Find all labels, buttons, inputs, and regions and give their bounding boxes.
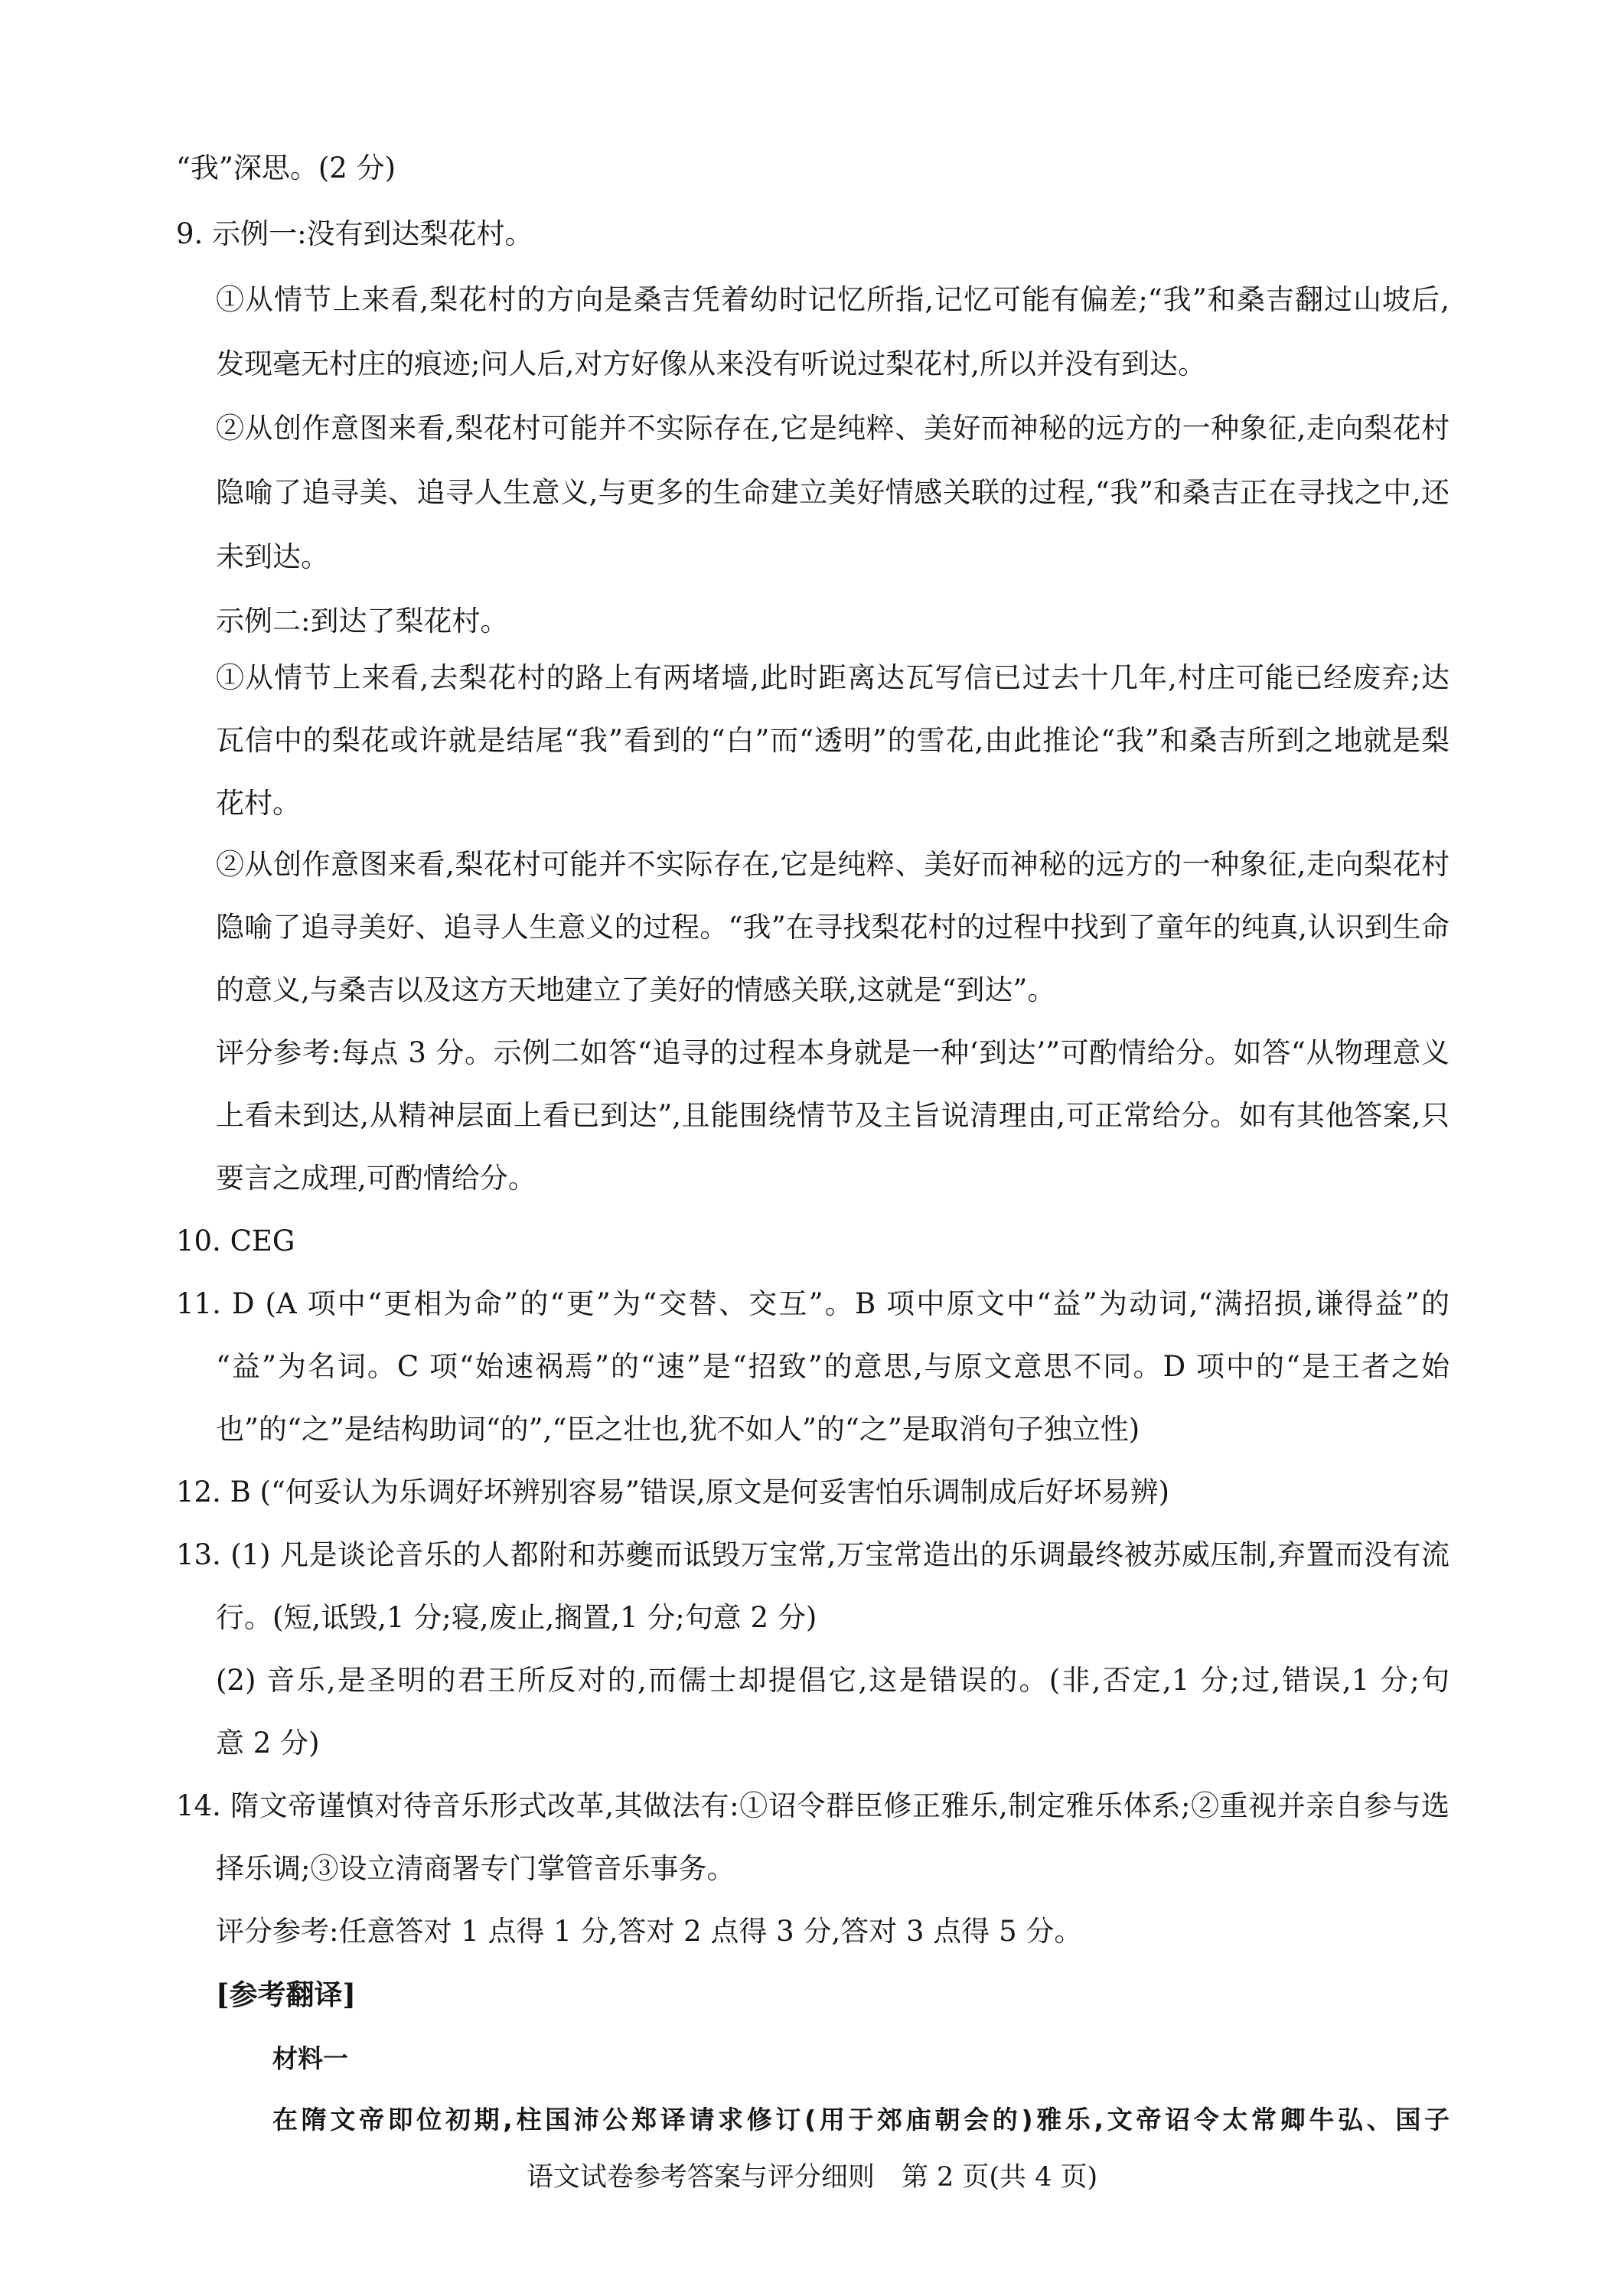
text-line: “益”为名词。C 项“始速祸焉”的“速”是“招致”的意思,与原文意思不同。D 项中的“是王者之始 [216,1350,1450,1383]
text-line: 发现毫无村庄的痕迹;问人后,对方好像从来没有听说过梨花村,所以并没有到达。 [216,347,1206,380]
text-line: 在隋文帝即位初期,柱国沛公郑译请求修订(用于郊庙朝会的)雅乐,文帝诏令太常卿牛弘、国子 [272,2105,1450,2135]
text-line: 9. 示例一:没有到达梨花村。 [176,217,533,250]
text-line: 要言之成理,可酌情给分。 [216,1162,536,1195]
page-footer: 语文试卷参考答案与评分细则 第 2 页(共 4 页) [526,2162,1098,2193]
text-line: 也”的“之”是结构助词“的”,“臣之壮也,犹不如人”的“之”是取消句子独立性) [216,1413,1140,1446]
text-line: 的意义,与桑吉以及这方天地建立了美好的情感关联,这就是“到达”。 [216,974,1056,1006]
text-line: 上看未到达,从精神层面上看已到达”,且能围绕情节及主旨说清理由,可正常给分。如有其他答案,只 [216,1099,1450,1132]
text-line: ①从情节上来看,去梨花村的路上有两堵墙,此时距离达瓦写信已过去十几年,村庄可能已经废弃;达 [216,661,1450,694]
text-line: 花村。 [216,787,301,820]
section-heading: [参考翻译] [216,1978,357,2011]
text-line: 评分参考:任意答对 1 点得 1 分,答对 2 点得 3 分,答对 3 点得 5 分。 [216,1915,1083,1948]
subsection-heading: 材料一 [272,2043,348,2073]
text-line: 择乐调;③设立清商署专门掌管音乐事务。 [216,1852,735,1885]
text-line: 13. (1) 凡是谈论音乐的人都附和苏夔而诋毁万宝常,万宝常造出的乐调最终被苏威压制,弃置而没有流 [176,1538,1450,1571]
text-line: (2) 音乐,是圣明的君王所反对的,而儒士却提倡它,这是错误的。(非,否定,1 分;过,错误,1 分;句 [216,1664,1450,1697]
text-line: 隐喻了追寻美、追寻人生意义,与更多的生命建立美好情感关联的过程,“我”和桑吉正在寻找之中,还 [216,476,1450,509]
text-line: 示例二:到达了梨花村。 [216,605,509,638]
text-line: 12. B (“何妥认为乐调好坏辨别容易”错误,原文是何妥害怕乐调制成后好坏易辨) [176,1476,1170,1508]
text-line: 14. 隋文帝谨慎对待音乐形式改革,其做法有:①诏令群臣修正雅乐,制定雅乐体系;②重视并亲自参与选 [176,1789,1450,1822]
text-line: 10. CEG [176,1225,295,1257]
text-line: “我”深思。(2 分) [176,152,396,184]
text-line: 未到达。 [216,540,329,573]
text-line: ②从创作意图来看,梨花村可能并不实际存在,它是纯粹、美好而神秘的远方的一种象征,走向梨花村 [216,412,1450,445]
text-line: 意 2 分) [216,1727,320,1760]
text-line: 11. D (A 项中“更相为命”的“更”为“交替、交互”。B 项中原文中“益”为动词,“满招损,谦得益”的 [176,1287,1450,1320]
text-line: ①从情节上来看,梨花村的方向是桑吉凭着幼时记忆所指,记忆可能有偏差;“我”和桑吉翻过山坡后, [216,283,1450,316]
text-line: ②从创作意图来看,梨花村可能并不实际存在,它是纯粹、美好而神秘的远方的一种象征,走向梨花村 [216,848,1450,881]
text-line: 行。(短,诋毁,1 分;寝,废止,搁置,1 分;句意 2 分) [216,1601,817,1634]
text-line: 隐喻了追寻美好、追寻人生意义的过程。“我”在寻找梨花村的过程中找到了童年的纯真,认识到生命 [216,911,1450,944]
text-line: 评分参考:每点 3 分。示例二如答“追寻的过程本身就是一种‘到达’”可酌情给分。如答“从物理意义 [216,1036,1450,1069]
text-line: 瓦信中的梨花或许就是结尾“我”看到的“白”而“透明”的雪花,由此推论“我”和桑吉所到之地就是梨 [216,724,1450,757]
